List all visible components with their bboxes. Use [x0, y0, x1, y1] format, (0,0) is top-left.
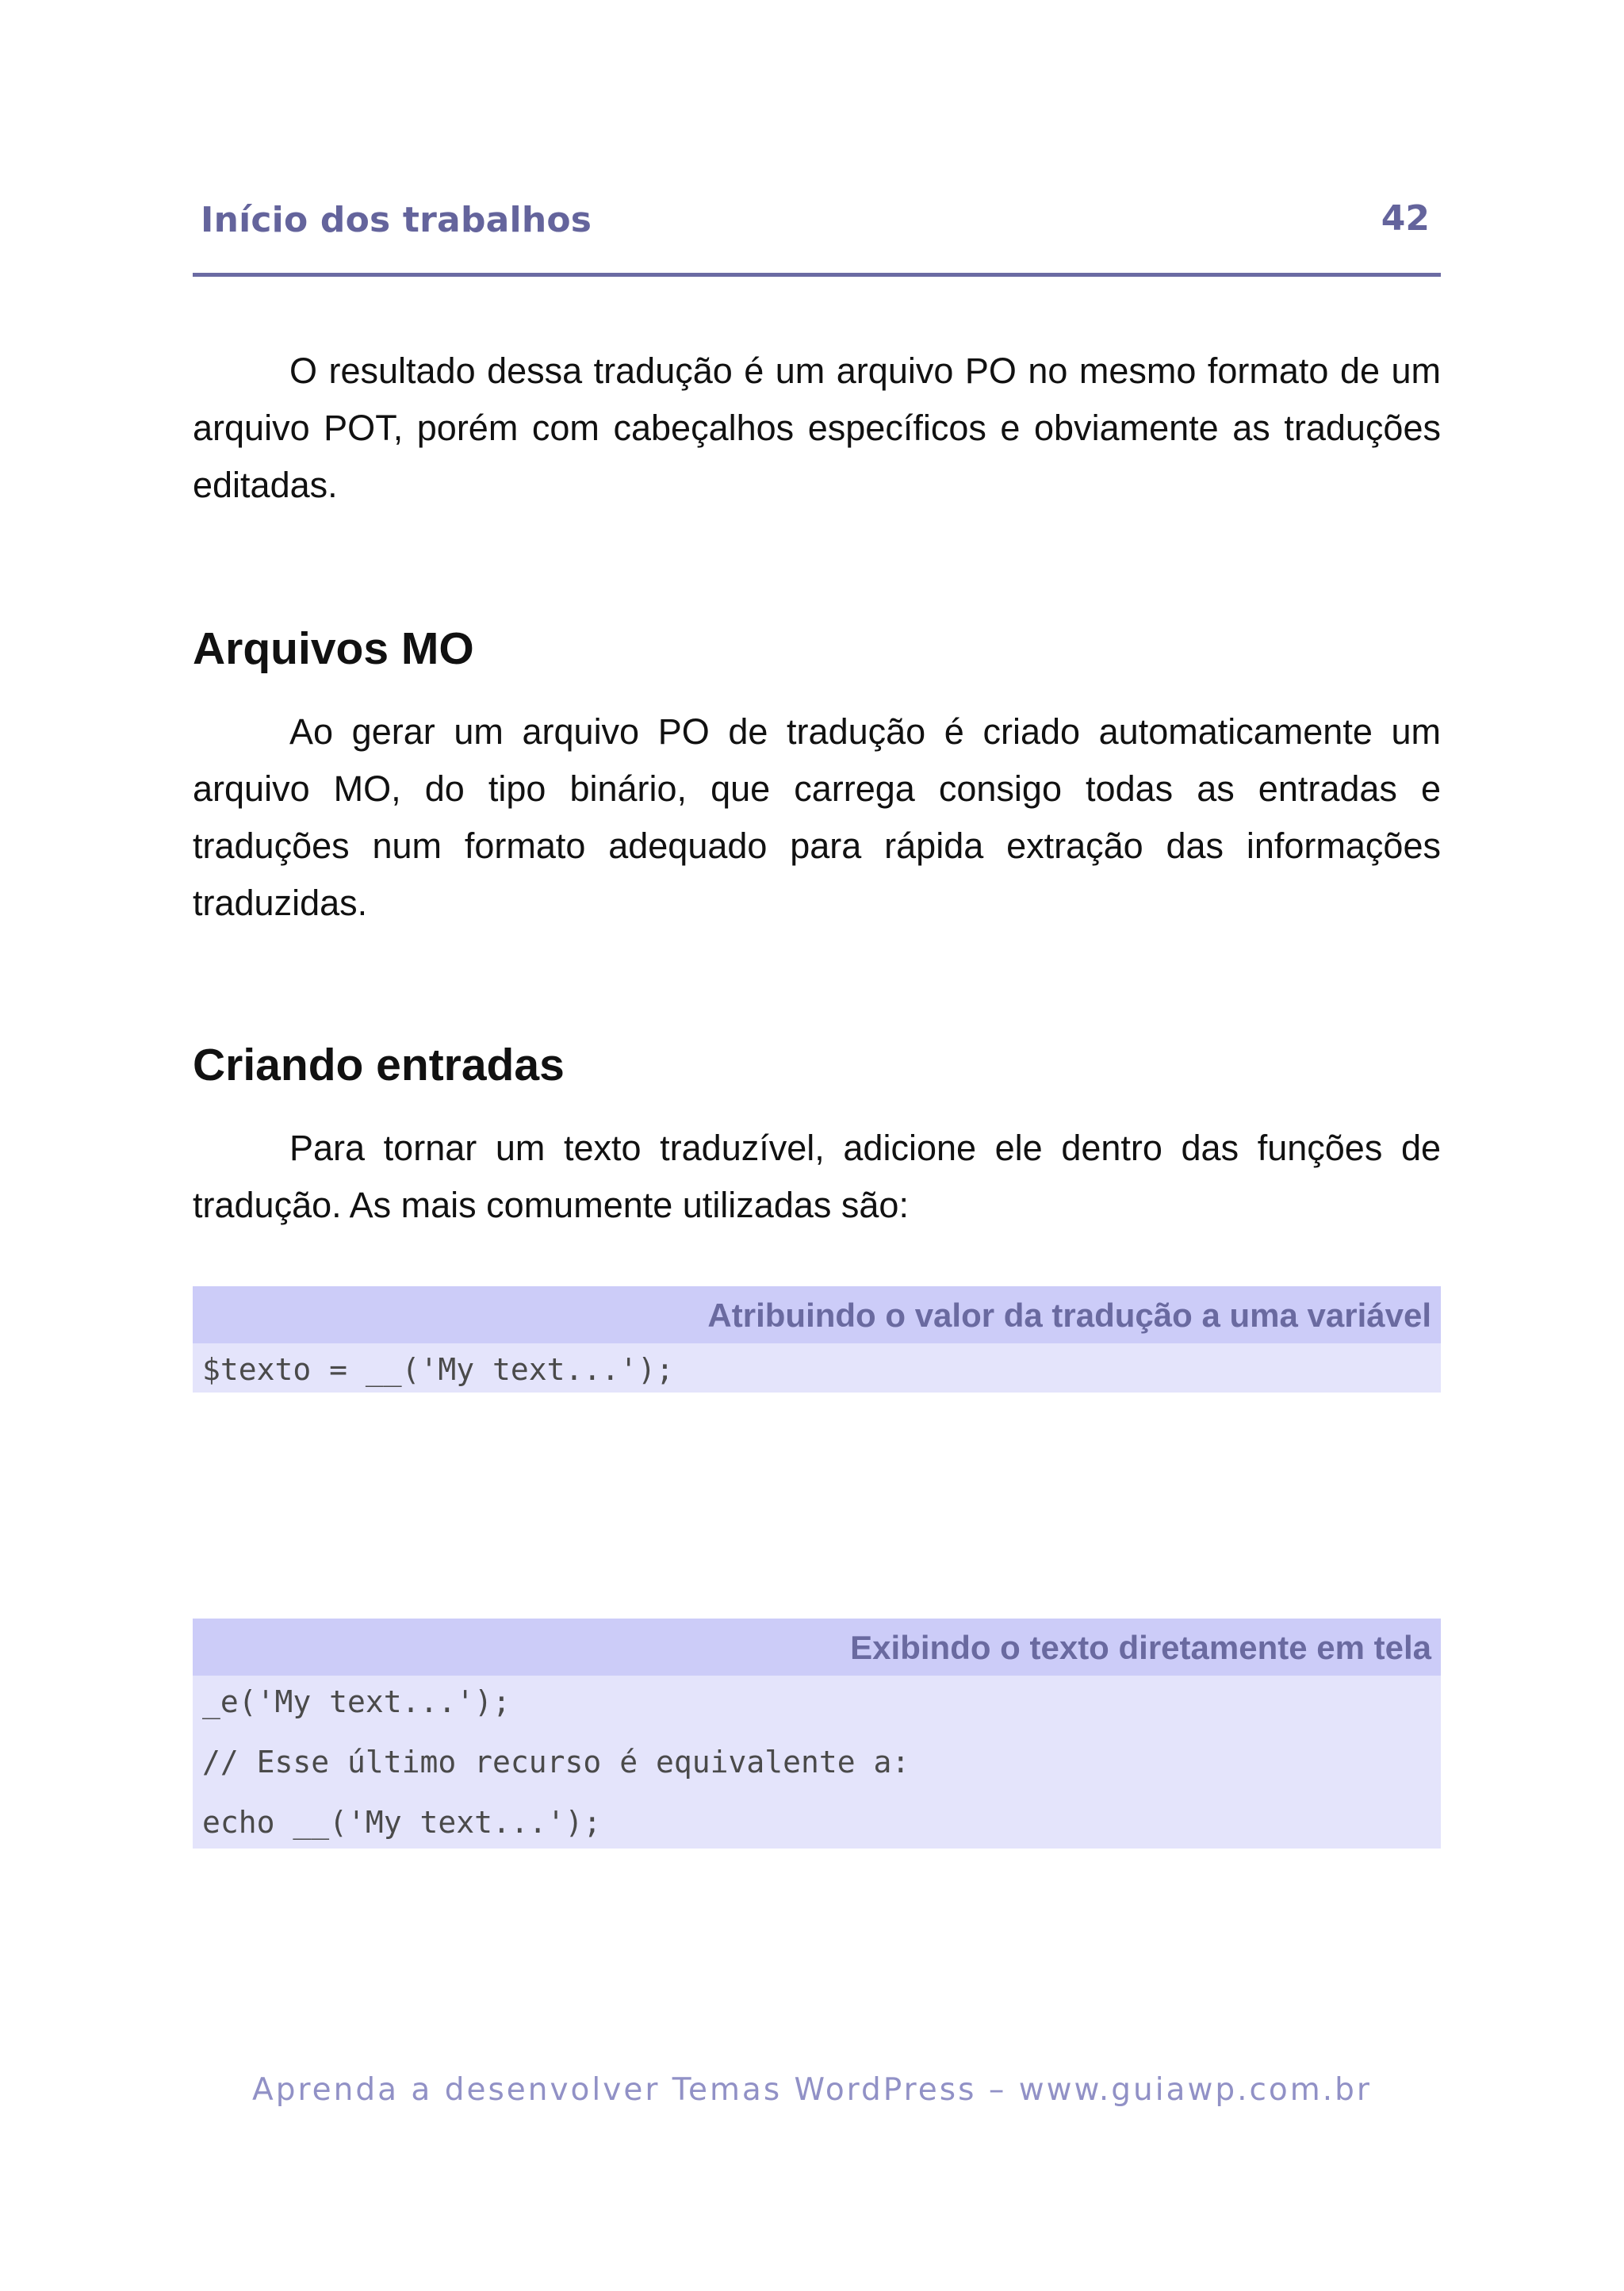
code-caption: Exibindo o texto diretamente em tela	[193, 1619, 1441, 1676]
page-footer: Aprenda a desenvolver Temas WordPress – www.guiawp.com.br	[252, 2072, 1372, 2108]
paragraph-mo-files: Ao gerar um arquivo PO de tradução é criado automaticamente um arquivo MO, do tipo binário, que carrega consigo todas as entradas e traduções num formato adequado para rápida extração das informações traduzidas.	[193, 711, 1441, 923]
code-caption: Atribuindo o valor da tradução a uma variável	[193, 1286, 1441, 1343]
code-block-variable	[193, 1286, 1441, 1393]
heading-criando-entradas: Criando entradas	[193, 1040, 565, 1090]
paragraph-po-result: O resultado dessa tradução é um arquivo PO no mesmo formato de um arquivo POT, porém com cabeçalhos específicos e obviamente as traduções editadas.	[193, 351, 1441, 505]
heading-arquivos-mo: Arquivos MO	[193, 623, 474, 674]
code-line: $texto = __('My text...');	[202, 1352, 674, 1387]
page-number: 42	[1381, 198, 1430, 239]
code-line: // Esse último recurso é equivalente a:	[202, 1745, 910, 1780]
paragraph-translation-functions: Para tornar um texto traduzível, adicione ele dentro das funções de tradução. As mais comumente utilizadas são:	[193, 1128, 1441, 1225]
code-line: _e('My text...');	[202, 1684, 511, 1719]
chapter-title: Início dos trabalhos	[201, 200, 592, 240]
page-header	[193, 197, 1441, 277]
code-line: echo __('My text...');	[202, 1805, 602, 1840]
code-block-echo	[193, 1619, 1441, 1849]
